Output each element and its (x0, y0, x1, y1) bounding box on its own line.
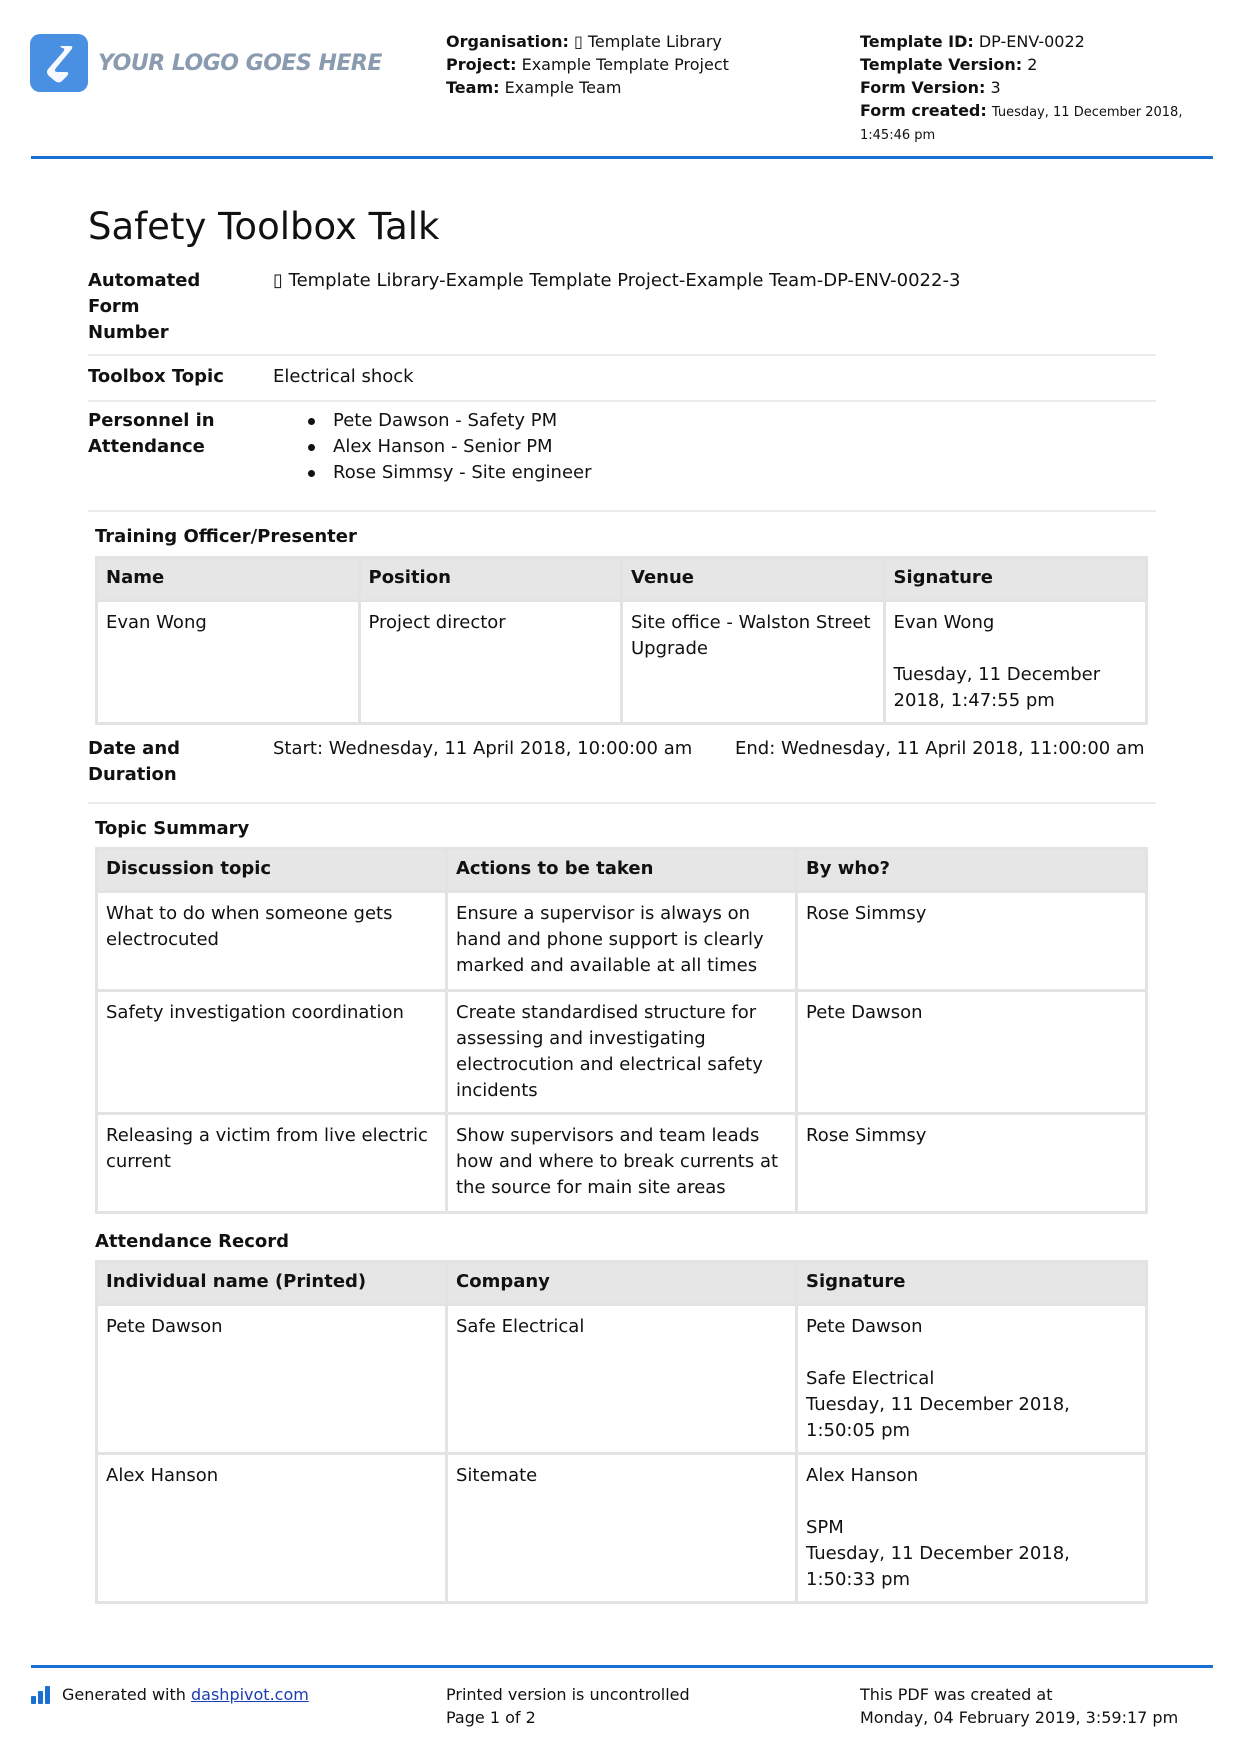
personnel-item: Alex Hanson - Senior PM (306, 434, 592, 460)
footer-generated (31, 1683, 309, 1706)
table-row (98, 992, 1145, 1112)
table-header-row (98, 559, 1145, 599)
project-value: Example Template Project (521, 55, 729, 74)
column-header: Discussion topic (98, 850, 445, 890)
date-end: End: Wednesday, 11 April 2018, 11:00:00 am (735, 738, 1145, 759)
attendance-section-title: Attendance Record (95, 1231, 290, 1252)
form-version-label: Form Version: (860, 78, 986, 97)
header-template-info (860, 30, 1220, 147)
attendee-signature (798, 1455, 1145, 1601)
table-row (98, 1115, 1145, 1211)
trainer-table (95, 556, 1148, 725)
column-header: Actions to be taken (448, 850, 795, 890)
dashpivot-link[interactable]: dashpivot.com (191, 1685, 309, 1704)
form-created-label: Form created: (860, 101, 987, 120)
column-header: Company (448, 1263, 795, 1303)
personnel-row (88, 408, 1156, 512)
organisation-value: ▯ Template Library (573, 32, 722, 51)
footer-created-date: Monday, 04 February 2019, 3:59:17 pm (860, 1708, 1179, 1727)
form-number-row (88, 268, 1156, 356)
attendee-name: Alex Hanson (98, 1455, 445, 1601)
footer-created-info (860, 1683, 1178, 1729)
attendee-signature (798, 1306, 1145, 1452)
topic-summary-table (95, 847, 1148, 1214)
table-row (98, 602, 1145, 722)
column-header: Individual name (Printed) (98, 1263, 445, 1303)
organisation-label: Organisation: (446, 32, 569, 51)
table-row (98, 1455, 1145, 1601)
toolbox-topic-row (88, 364, 1156, 402)
team-value: Example Team (504, 78, 622, 97)
trainer-venue: Site office - Walston Street Upgrade (623, 602, 883, 722)
column-header: By who? (798, 850, 1145, 890)
date-duration-label: Date and Duration (88, 738, 181, 785)
signature-date: Tuesday, 11 December 2018, 1:47:55 pm (893, 664, 1101, 711)
table-header-row (98, 850, 1145, 890)
date-start: Start: Wednesday, 11 April 2018, 10:00:00 am (273, 738, 693, 759)
template-id-label: Template ID: (860, 32, 974, 51)
form-number-value: ▯ Template Library-Example Template Project-Example Team-DP-ENV-0022-3 (273, 270, 961, 291)
table-header-row (98, 1263, 1145, 1303)
signature-date: Tuesday, 11 December 2018, 1:50:05 pm (806, 1394, 1070, 1441)
template-version-value: 2 (1027, 55, 1038, 74)
chart-bars-icon (31, 1686, 53, 1704)
footer-uncontrolled-info (446, 1683, 690, 1729)
form-created-value: Tuesday, 11 December 2018, (991, 105, 1183, 120)
signature-date: Tuesday, 11 December 2018, 1:50:33 pm (806, 1543, 1070, 1590)
project-label: Project: (446, 55, 517, 74)
form-created-value-time: 1:45:46 pm (860, 128, 936, 143)
footer-created-label: This PDF was created at (860, 1685, 1053, 1704)
signature-name: Alex Hanson (806, 1465, 919, 1486)
trainer-signature (886, 602, 1146, 722)
footer-uncontrolled: Printed version is uncontrolled (446, 1685, 690, 1704)
attendee-company: Sitemate (448, 1455, 795, 1601)
discussion-topic: Releasing a victim from live electric current (98, 1115, 445, 1211)
column-header: Name (98, 559, 358, 599)
signature-note: SPM (806, 1517, 844, 1538)
logo-icon (30, 34, 88, 92)
trainer-position: Project director (361, 602, 621, 722)
column-header: Signature (886, 559, 1146, 599)
company-logo (30, 34, 382, 92)
template-id-value: DP-ENV-0022 (978, 32, 1085, 51)
discussion-topic: Safety investigation coordination (98, 992, 445, 1112)
page-number: Page 1 of 2 (446, 1708, 536, 1727)
header-divider (31, 156, 1213, 159)
column-header: Position (361, 559, 621, 599)
attendee-company: Safe Electrical (448, 1306, 795, 1452)
column-header: Venue (623, 559, 883, 599)
signature-note: Safe Electrical (806, 1368, 935, 1389)
date-duration-row (88, 736, 1156, 804)
personnel-item: Pete Dawson - Safety PM (306, 408, 592, 434)
personnel-label: Personnel in Attendance (88, 410, 215, 457)
trainer-name: Evan Wong (98, 602, 358, 722)
footer-divider (31, 1665, 1213, 1668)
toolbox-topic-label: Toolbox Topic (88, 366, 224, 387)
trainer-section-title: Training Officer/Presenter (95, 526, 357, 547)
attendance-table (95, 1260, 1148, 1604)
action-taken: Show supervisors and team leads how and where to break currents at the source for main site areas (448, 1115, 795, 1211)
logo-text: YOUR LOGO GOES HERE (98, 50, 382, 76)
table-row (98, 893, 1145, 989)
page-title: Safety Toolbox Talk (88, 205, 440, 248)
header-project-info (446, 30, 846, 99)
form-version-value: 3 (990, 78, 1001, 97)
action-taken: Create standardised structure for assessing and investigating electrocution and electrical safety incidents (448, 992, 795, 1112)
responsible-person: Rose Simmsy (798, 1115, 1145, 1211)
attendee-name: Pete Dawson (98, 1306, 445, 1452)
signature-name: Evan Wong (893, 612, 995, 633)
action-taken: Ensure a supervisor is always on hand and phone support is clearly marked and available at all times (448, 893, 795, 989)
column-header: Signature (798, 1263, 1145, 1303)
page-header (0, 0, 1239, 160)
responsible-person: Pete Dawson (798, 992, 1145, 1112)
signature-name: Pete Dawson (806, 1316, 923, 1337)
responsible-person: Rose Simmsy (798, 893, 1145, 989)
template-version-label: Template Version: (860, 55, 1023, 74)
team-label: Team: (446, 78, 500, 97)
form-number-label: Automated Form Number (88, 270, 201, 343)
toolbox-topic-value: Electrical shock (273, 366, 414, 387)
discussion-topic: What to do when someone gets electrocuted (98, 893, 445, 989)
footer-generated-prefix: Generated with (62, 1685, 191, 1704)
table-row (98, 1306, 1145, 1452)
summary-section-title: Topic Summary (95, 818, 250, 839)
personnel-list (306, 408, 592, 486)
personnel-item: Rose Simmsy - Site engineer (306, 460, 592, 486)
